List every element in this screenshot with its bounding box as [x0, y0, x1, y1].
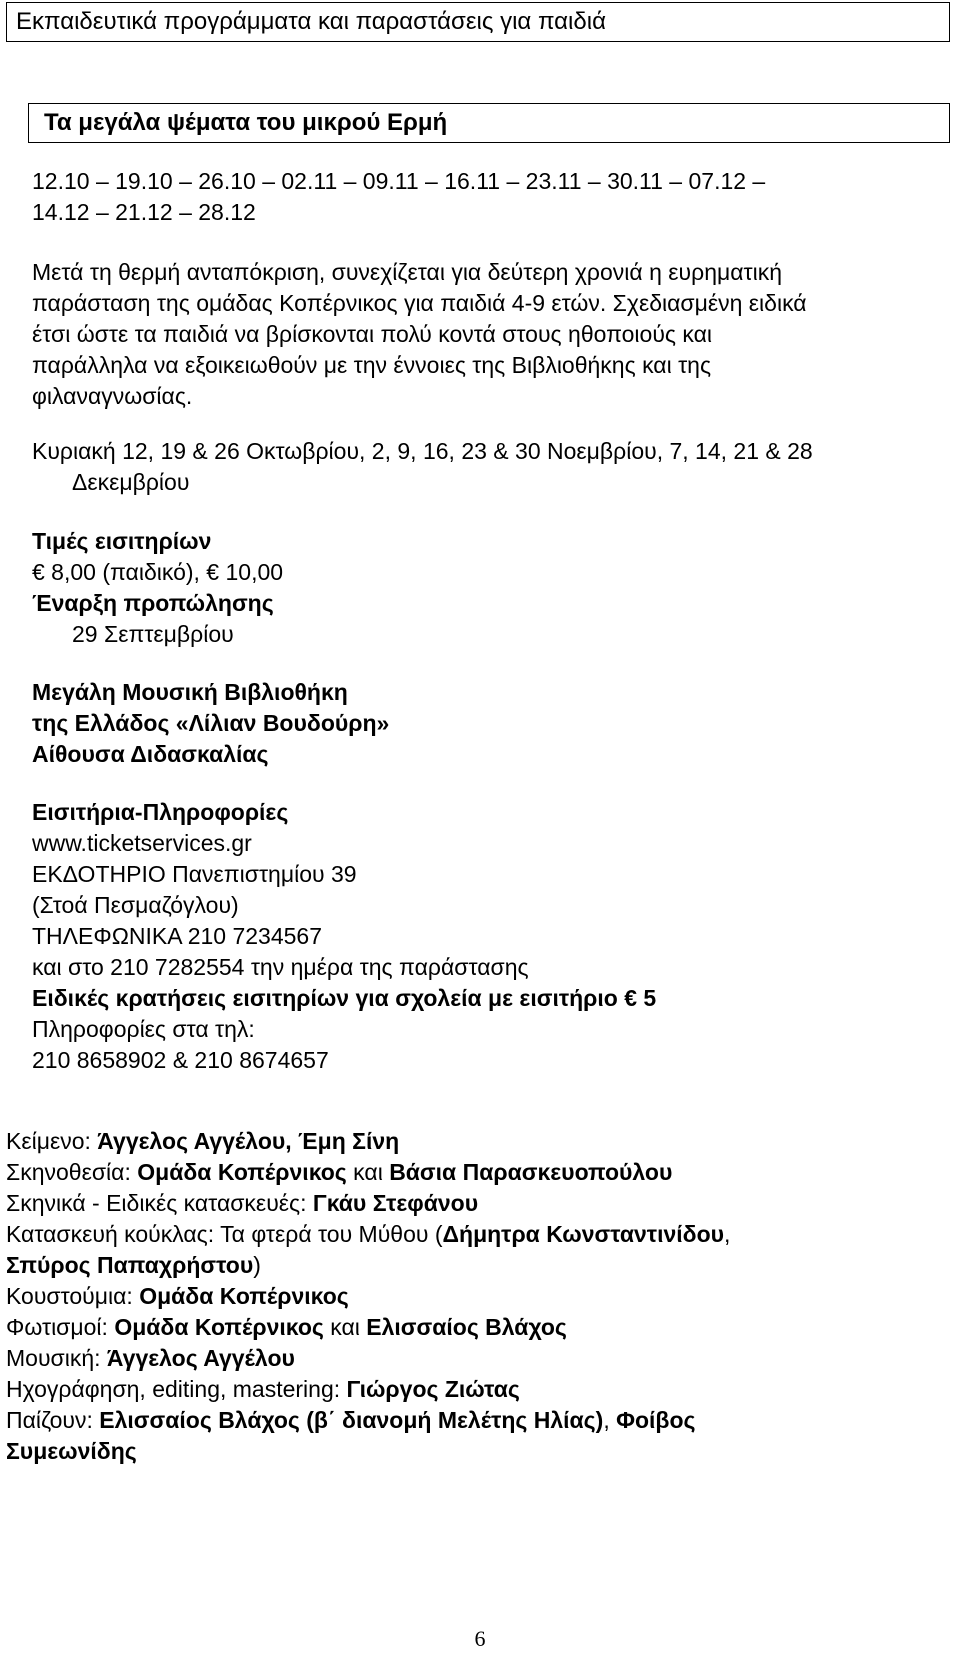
credit-direction — [6, 1157, 946, 1188]
credit-sound — [6, 1374, 946, 1405]
credit-text — [6, 1126, 946, 1157]
credit-value: Ομάδα Κοπέρνικος — [114, 1314, 324, 1340]
credit-value: Βάσια Παρασκευοπούλου — [389, 1159, 673, 1185]
show-description — [32, 257, 912, 412]
dates-line: 12.10 – 19.10 – 26.10 – 02.11 – 09.11 – 16.11 – 23.11 – 30.11 – 07.12 – — [32, 168, 766, 194]
description-line: φιλαναγνωσίας. — [32, 383, 193, 409]
show-title — [28, 103, 950, 143]
credit-conjunction: και — [346, 1159, 390, 1185]
credit-label: Ηχογράφηση, editing, mastering: — [6, 1376, 347, 1402]
prices-heading: Τιμές εισιτηρίων — [32, 528, 212, 554]
section-header — [6, 2, 950, 42]
tickets-heading: Εισιτήρια-Πληροφορίες — [32, 799, 289, 825]
box-office-line: (Στοά Πεσμαζόγλου) — [32, 892, 239, 918]
credit-value: Ελισσαίος Βλάχος (β΄ διανομή Μελέτης Ηλίας) — [99, 1407, 604, 1433]
page-number: 6 — [474, 1626, 486, 1651]
credit-value: Άγγελος Αγγέλου — [106, 1345, 295, 1371]
credits — [6, 1126, 946, 1467]
dates-line: 14.12 – 21.12 – 28.12 — [32, 199, 256, 225]
description-line: παράλληλα να εξοικειωθούν με την έννοιες της Βιβλιοθήκης και της — [32, 352, 712, 378]
credit-label: Σκηνοθεσία: — [6, 1159, 138, 1185]
credit-value: Ελισσαίος Βλάχος — [366, 1314, 567, 1340]
credit-punctuation: ) — [253, 1252, 261, 1278]
credit-punctuation: , — [603, 1407, 617, 1433]
credit-costumes — [6, 1281, 946, 1312]
venue — [32, 677, 912, 770]
credit-punctuation: , — [724, 1221, 731, 1247]
credit-value: Γκάυ Στεφάνου — [312, 1190, 479, 1216]
schools-booking: Ειδικές κρατήσεις εισιτηρίων για σχολεία με εισιτήριο € 5 — [32, 985, 657, 1011]
credit-cast — [6, 1405, 946, 1436]
tickets-url-link[interactable]: www.ticketservices.gr — [32, 830, 252, 856]
credit-puppet — [6, 1219, 946, 1250]
description-line: παράσταση της ομάδας Κοπέρνικος για παιδιά 4-9 ετών. Σχεδιασμένη ειδικά — [32, 290, 807, 316]
credit-label: Μουσική: — [6, 1345, 107, 1371]
credit-value: Ομάδα Κοπέρνικος — [139, 1283, 349, 1309]
show-title-text: Τα μεγάλα ψέματα του μικρού Ερμή — [44, 109, 448, 136]
credit-label: Φωτισμοί: — [6, 1314, 115, 1340]
box-office-line: ΕΚΔΟΤΗΡΙΟ Πανεπιστημίου 39 — [32, 861, 357, 887]
credit-cast-cont — [6, 1436, 946, 1467]
credit-music — [6, 1343, 946, 1374]
credit-value: Γιώργος Ζιώτας — [346, 1376, 520, 1402]
venue-line: Αίθουσα Διδασκαλίας — [32, 741, 269, 767]
credit-value: Ομάδα Κοπέρνικος — [137, 1159, 347, 1185]
show-dates — [32, 166, 912, 228]
credit-value: Άγγελος Αγγέλου, Έμη Σίνη — [97, 1128, 400, 1154]
credit-value: Δήμητρα Κωνσταντινίδου — [442, 1221, 725, 1247]
presale-date: 29 Σεπτεμβρίου — [72, 621, 234, 647]
credit-value: Φοίβος — [616, 1407, 696, 1433]
credit-conjunction: και — [323, 1314, 367, 1340]
venue-line: της Ελλάδος «Λίλιαν Βουδούρη» — [32, 710, 390, 736]
section-header-text: Εκπαιδευτικά προγράμματα και παραστάσεις για παιδιά — [16, 8, 606, 35]
credit-label: Κουστούμια: — [6, 1283, 140, 1309]
info-phones: 210 8658902 & 210 8674657 — [32, 1047, 329, 1073]
description-line: έτσι ώστε τα παιδιά να βρίσκονται πολύ κοντά στους ηθοποιούς και — [32, 321, 712, 347]
credit-value: Σπύρος Παπαχρήστου — [6, 1252, 254, 1278]
presale-heading: Έναρξη προπώλησης — [32, 590, 274, 616]
credit-label: Σκηνικά - Ειδικές κατασκευές: — [6, 1190, 313, 1216]
credit-label: Παίζουν: — [6, 1407, 100, 1433]
venue-line: Μεγάλη Μουσική Βιβλιοθήκη — [32, 679, 348, 705]
credit-sets — [6, 1188, 946, 1219]
prices-text: € 8,00 (παιδικό), € 10,00 — [32, 559, 284, 585]
phones-line: και στο 210 7282554 την ημέρα της παράστασης — [32, 954, 529, 980]
description-line: Μετά τη θερμή ανταπόκριση, συνεχίζεται για δεύτερη χρονιά η ευρηματική — [32, 259, 783, 285]
ticket-info — [32, 526, 912, 650]
show-schedule — [32, 436, 912, 498]
info-label: Πληροφορίες στα τηλ: — [32, 1016, 255, 1042]
phones-line: ΤΗΛΕΦΩΝΙΚΑ 210 7234567 — [32, 923, 323, 949]
credit-label: Κατασκευή κούκλας: Τα φτερά του Μύθου ( — [6, 1221, 443, 1247]
credit-value: Συμεωνίδης — [6, 1438, 137, 1464]
contact-info — [32, 797, 912, 1076]
credit-puppet-cont — [6, 1250, 946, 1281]
credit-label: Κείμενο: — [6, 1128, 98, 1154]
schedule-line: Κυριακή 12, 19 & 26 Οκτωβρίου, 2, 9, 16, 23 & 30 Νοεμβρίου, 7, 14, 21 & 28 — [32, 438, 813, 464]
credit-lighting — [6, 1312, 946, 1343]
schedule-line: Δεκεμβρίου — [72, 469, 190, 495]
